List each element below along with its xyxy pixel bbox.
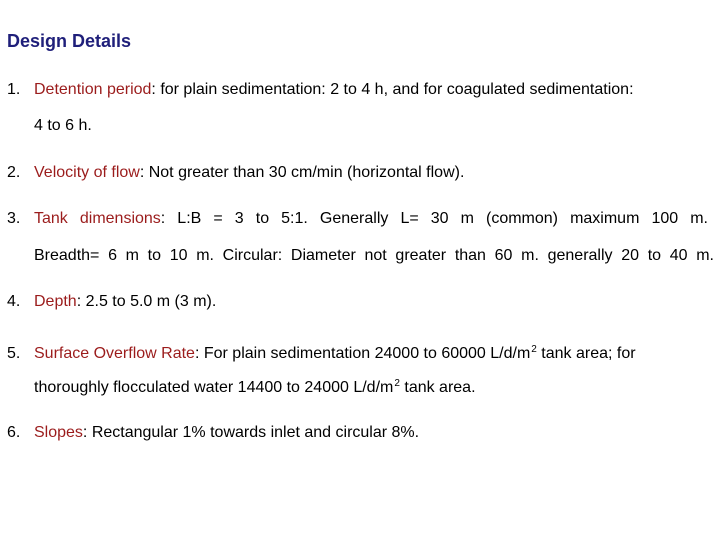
item-label: Depth [34, 293, 77, 310]
item-label: Surface Overflow Rate [34, 345, 195, 362]
list-item-surface-overflow-rate [7, 341, 636, 363]
item-label: Detention period [34, 81, 152, 98]
item-text: : 2.5 to 5.0 m (3 m). [76, 293, 217, 310]
superscript: 2 [394, 378, 400, 389]
item-number: 6. [7, 424, 21, 441]
item-number: 5. [7, 345, 21, 362]
item-number: 4. [7, 293, 21, 310]
list-item-detention-period [7, 81, 634, 99]
list-item-slopes [7, 424, 419, 442]
item-number: 1. [7, 81, 21, 98]
item-label: Slopes [34, 424, 83, 441]
item-label: Tank dimensions [34, 210, 161, 227]
list-item-velocity-of-flow [7, 164, 464, 182]
item-text: : L:B = 3 to 5:1. Generally L= 30 m (common) maximum 100 m. [160, 210, 708, 227]
item-text: tank area. [399, 379, 476, 396]
superscript: 2 [531, 344, 537, 355]
item-text: : Rectangular 1% towards inlet and circular 8%. [82, 424, 420, 441]
item-continuation: Breadth= 6 m to 10 m. Circular: Diameter not greater than 60 m. generally 20 to 40 m. [34, 247, 714, 264]
item-continuation: 4 to 6 h. [34, 117, 92, 134]
list-item-tank-dimensions [7, 210, 708, 228]
item-text: thoroughly flocculated water 14400 to 24000 L/d/m [34, 379, 394, 396]
item-text: tank area; for [536, 345, 636, 362]
item-text: : Not greater than 30 cm/min (horizontal flow). [139, 164, 465, 181]
item-text: : for plain sedimentation: 2 to 4 h, and for coagulated sedimentation: [151, 81, 634, 98]
item-number: 2. [7, 164, 21, 181]
item-text: : For plain sedimentation 24000 to 60000 L/d/m [194, 345, 531, 362]
item-number: 3. [7, 210, 21, 227]
item-continuation [34, 375, 476, 397]
page-title: Design Details [7, 31, 132, 51]
list-item-depth [7, 293, 216, 311]
item-label: Velocity of flow [34, 164, 140, 181]
